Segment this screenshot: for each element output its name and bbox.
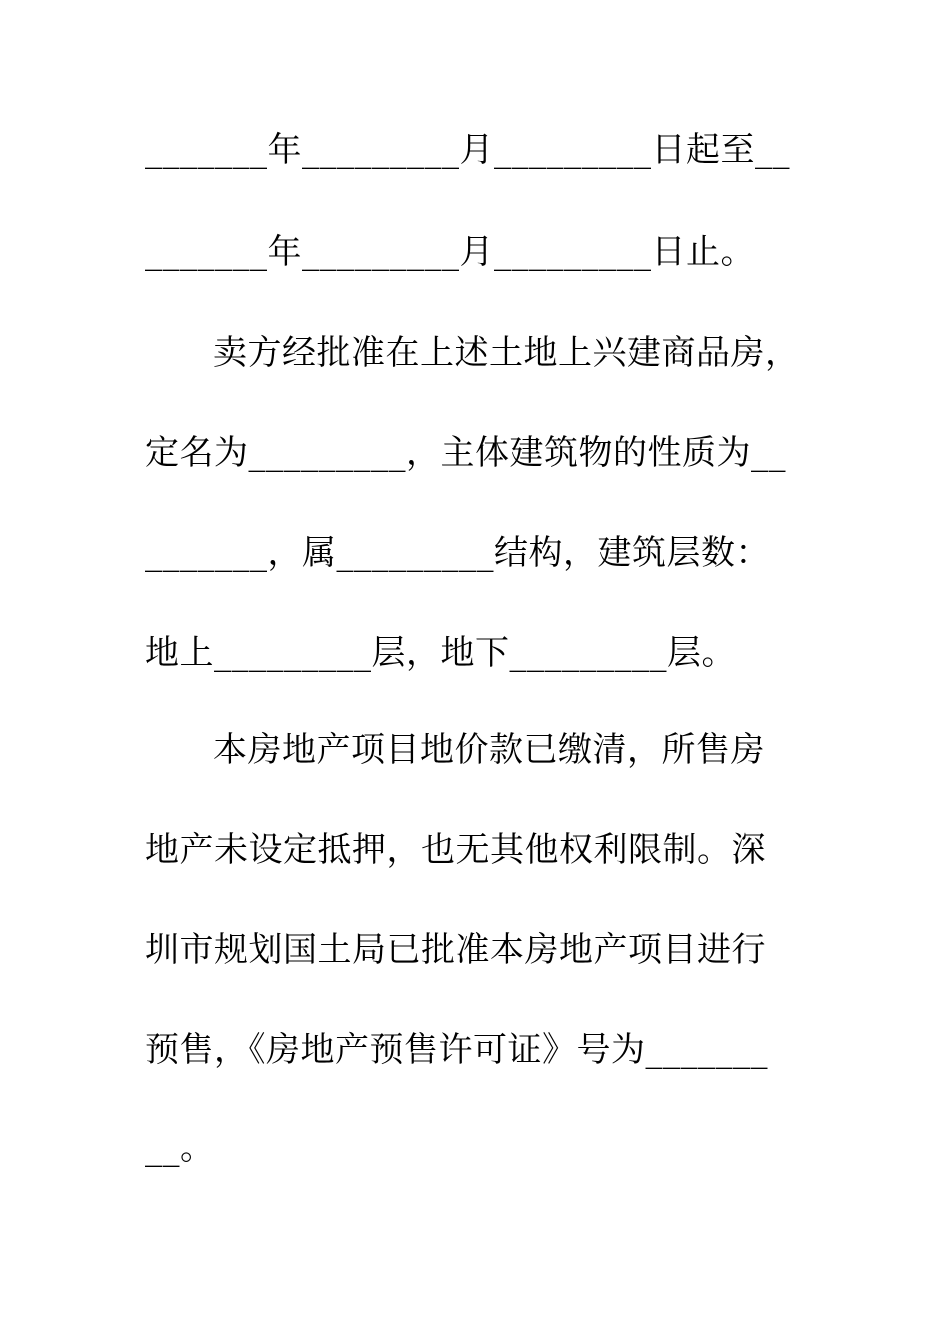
text-line-11: __。: [145, 1128, 215, 1168]
text-line-9: 圳市规划国土局已批准本房地产项目进行: [145, 930, 766, 970]
text-line-5: _______，属_________结构，建筑层数：: [145, 533, 770, 573]
text-line-3: 卖方经批准在上述土地上兴建商品房，: [213, 333, 800, 373]
text-line-10: 预售，《房地产预售许可证》号为_______: [145, 1030, 768, 1070]
text-line-1: _______年_________月_________日起至__: [145, 130, 790, 170]
text-line-6: 地上_________层，地下_________层。: [145, 633, 736, 673]
text-line-4: 定名为_________，主体建筑物的性质为__: [145, 433, 786, 473]
text-line-8: 地产未设定抵押，也无其他权利限制。深: [145, 830, 766, 870]
text-line-2: _______年_________月_________日止。: [145, 232, 755, 272]
text-line-7: 本房地产项目地价款已缴清，所售房: [213, 730, 765, 770]
